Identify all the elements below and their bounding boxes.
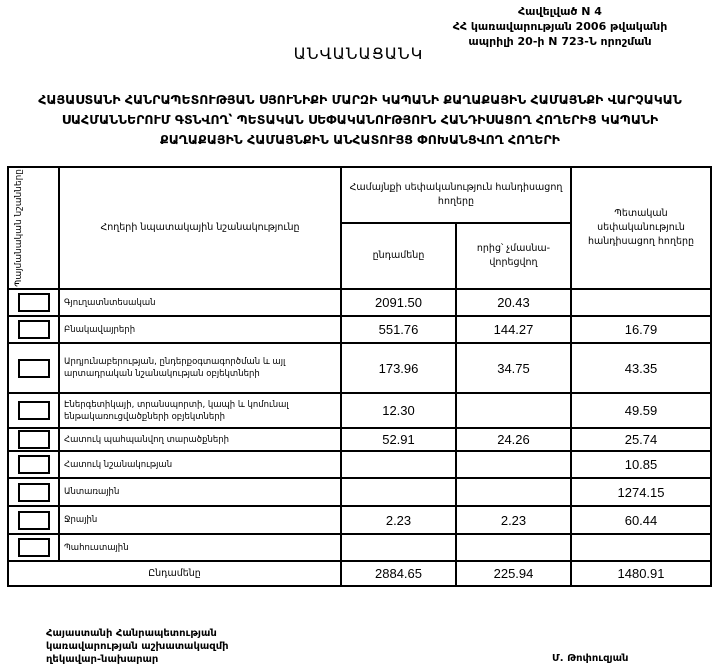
signatory-title [46, 627, 229, 666]
purpose-cell: Բնակավայրերի [59, 316, 341, 343]
annex-reference [410, 4, 710, 49]
of-which-cell: 2.23 [456, 506, 571, 534]
state-cell: 25.74 [571, 428, 711, 451]
total-cell: 12.30 [341, 393, 456, 428]
of-which-cell [456, 451, 571, 478]
totals-row [8, 561, 711, 586]
footer-line-3: ղեկավար-նախարար [46, 654, 159, 665]
total-cell: 52.91 [341, 428, 456, 451]
table-row [8, 534, 711, 561]
of-which-cell [456, 393, 571, 428]
total-cell: 2091.50 [341, 289, 456, 316]
state-cell: 49.59 [571, 393, 711, 428]
totals-label: Ընդամենը [8, 561, 341, 586]
of-which-cell: 34.75 [456, 343, 571, 393]
purpose-cell: Հատուկ պահպանվող տարածքների [59, 428, 341, 451]
table-row [8, 506, 711, 534]
state-cell: 43.35 [571, 343, 711, 393]
header-symbols: Պայմանական նշանները [8, 167, 59, 289]
symbol-box [18, 538, 50, 557]
document-title: ԱՆՎԱՆԱՑԱՆԿ [293, 44, 424, 63]
state-cell [571, 289, 711, 316]
state-cell: 10.85 [571, 451, 711, 478]
symbol-cell [8, 393, 59, 428]
header-of-which: որից՝ չմասնա-վորեցվող [456, 223, 571, 289]
purpose-cell: Գյուղատնտեսական [59, 289, 341, 316]
table-row [8, 451, 711, 478]
header-total: ընդամենը [341, 223, 456, 289]
purpose-cell: Էներգետիկայի, տրանսպորտի, կապի և կոմունալ ենթակառուցվածքների օբյեկտների [59, 393, 341, 428]
total-cell [341, 534, 456, 561]
table-row [8, 343, 711, 393]
footer-line-2: կառավարության աշխատակազմի [46, 641, 229, 652]
header-community: Համայնքի սեփականություն հանդիսացող հողերը [341, 167, 571, 223]
table-row [8, 428, 711, 451]
symbol-box [18, 455, 50, 474]
symbol-cell [8, 478, 59, 506]
total-cell [341, 478, 456, 506]
symbol-box [18, 401, 50, 420]
annex-line-2: ՀՀ կառավարության 2006 թվականի [452, 20, 668, 33]
purpose-cell: Ջրային [59, 506, 341, 534]
state-cell: 1274.15 [571, 478, 711, 506]
symbol-cell [8, 316, 59, 343]
symbol-box [18, 511, 50, 530]
state-cell [571, 534, 711, 561]
purpose-cell: Հատուկ նշանակության [59, 451, 341, 478]
of-which-cell [456, 478, 571, 506]
symbol-cell [8, 343, 59, 393]
table-row [8, 478, 711, 506]
header-purpose: Հողերի նպատակային նշանակությունը [59, 167, 341, 289]
totals-total: 2884.65 [341, 561, 456, 586]
symbol-cell [8, 428, 59, 451]
symbol-box [18, 359, 50, 378]
total-cell: 2.23 [341, 506, 456, 534]
symbol-cell [8, 506, 59, 534]
purpose-cell: Պահուստային [59, 534, 341, 561]
symbol-box [18, 320, 50, 339]
of-which-cell: 24.26 [456, 428, 571, 451]
purpose-cell: Անտառային [59, 478, 341, 506]
header-state: Պետական սեփականություն հանդիսացող հողերը [571, 167, 711, 289]
total-cell: 173.96 [341, 343, 456, 393]
of-which-cell [456, 534, 571, 561]
totals-of-which: 225.94 [456, 561, 571, 586]
symbol-box [18, 430, 50, 449]
table-row [8, 393, 711, 428]
symbol-cell [8, 534, 59, 561]
annex-line-1: Հավելված N 4 [518, 5, 602, 18]
totals-state: 1480.91 [571, 561, 711, 586]
document-subtitle: ՀԱՅԱՍՏԱՆԻ ՀԱՆՐԱՊԵՏՈՒԹՅԱՆ ՍՅՈՒՆԻՔԻ ՄԱՐԶԻ ԿԱՊԱՆԻ ՔԱՂԱՔԱՅԻՆ ՀԱՄԱՅՆՔԻ ՎԱՐՉԱԿԱՆ ՍԱՀՄԱՆՆԵՐՈՒՄ ԳՏՆՎՈՂ՝ ՊԵՏԱԿԱՆ ՍԵՓԱԿԱՆՈՒԹՅՈՒՆ ՀԱՆԴԻՍԱՑՈՂ ՀՈՂԵՐԻՑ ԿԱՊԱՆԻ ՔԱՂԱՔԱՅԻՆ ՀԱՄԱՅՆՔԻՆ ԱՆՀԱՏՈՒՅՑ ՓՈԽԱՆՑՎՈՂ ՀՈՂԵՐԻ [38, 92, 682, 147]
symbol-box [18, 293, 50, 312]
table-row [8, 316, 711, 343]
footer-line-1: Հայաստանի Հանրապետության [46, 628, 217, 639]
state-cell: 60.44 [571, 506, 711, 534]
annex-line-3: ապրիլի 20-ի N 723-Ն որոշման [468, 35, 652, 48]
state-cell: 16.79 [571, 316, 711, 343]
purpose-cell: Արդյունաբերության, ընդերքօգտագործման և այլ արտադրական նշանակության օբյեկտների [59, 343, 341, 393]
of-which-cell: 20.43 [456, 289, 571, 316]
total-cell [341, 451, 456, 478]
signatory-name: Մ. Թոփուզյան [552, 653, 629, 664]
table-row [8, 289, 711, 316]
of-which-cell: 144.27 [456, 316, 571, 343]
symbol-cell [8, 289, 59, 316]
total-cell: 551.76 [341, 316, 456, 343]
symbol-box [18, 483, 50, 502]
symbol-cell [8, 451, 59, 478]
land-table [7, 166, 712, 587]
